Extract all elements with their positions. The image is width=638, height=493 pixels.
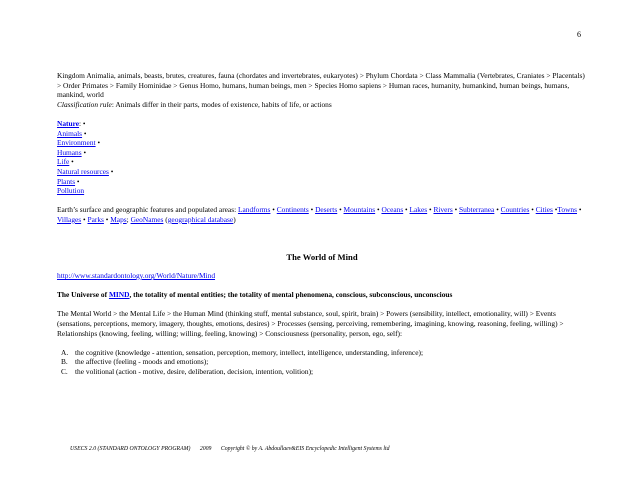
nature-link-animals[interactable]: Animals: [57, 128, 83, 138]
nature-nav-item: [57, 186, 587, 196]
geo-separator: •: [103, 214, 111, 224]
geo-link-countries[interactable]: Countries: [500, 205, 530, 215]
geo-link-villages[interactable]: Villages: [57, 214, 82, 224]
page-number: 6: [577, 30, 581, 39]
geo-separator: •: [270, 205, 277, 215]
list-marker: B.: [61, 357, 68, 367]
footer-program: USECS 2.0 (STANDARD ONTOLOGY PROGRAM): [70, 446, 191, 452]
universe-prefix: The Universe of: [57, 290, 109, 300]
list-marker: A.: [61, 347, 69, 357]
geo-separator: •: [403, 205, 410, 215]
ontology-url-link[interactable]: http://www.standardontology.org/World/Nature/Mind: [57, 271, 216, 281]
nature-nav-separator: •: [75, 176, 80, 186]
nature-nav-item: [57, 148, 587, 158]
section-title: The World of Mind: [286, 251, 358, 262]
nature-nav-separator: •: [82, 128, 87, 138]
geo-link-parks[interactable]: Parks: [87, 214, 104, 224]
geo-separator: •: [427, 205, 434, 215]
nature-nav-item: [57, 157, 587, 167]
list-item: [57, 367, 587, 377]
nature-link-nature[interactable]: Nature: [57, 118, 80, 128]
nature-nav-separator: •: [69, 157, 74, 167]
nature-nav-item: [57, 167, 587, 177]
list-item-text: the volitional (action - motive, desire, deliberation, decision, intention, volition);: [75, 367, 314, 377]
nature-link-pollution[interactable]: Pollution: [57, 186, 85, 196]
classification-text: Kingdom Animalia, animals, beasts, brutes, creatures, fauna (chordates and invertebrates, eukaryotes) > Phylum Chordata > Class Mammalia (Vertebrates, Craniates > Placentals) > Order Primates > Family Hominidae > Genus Homo, humans, human beings, men > Species Homo sapiens > Human races, humanity, humankind, human beings, humans, mankind, world: [57, 71, 585, 100]
geo-link-lakes[interactable]: Lakes: [409, 205, 428, 215]
nature-nav-item: [57, 177, 587, 187]
geo-separator: •: [529, 205, 536, 215]
nature-nav-item: [57, 138, 587, 148]
list-item: [57, 348, 587, 358]
mind-description: The Mental World > the Mental Life > the Human Mind (thinking stuff, mental substance, soul, spirit, brain) > Powers (sensibility, intellect, emotionality, will) > Events (sensations, perceptions, memory, imagery, thoughts, emotions, desires) > Processes (sensing, perceiving, remembering, imagining, knowing, reasoning, feeling, willing) > Relationships (knowing, feeling, willing; willing, feeling, knowing) > Consciousness (personality, person, ego, self):: [57, 309, 564, 338]
list-item-text: the cognitive (knowledge - attention, sensation, perception, memory, intellect, intelligence, understanding, inference);: [75, 347, 423, 357]
geo-link-cities[interactable]: Cities: [535, 205, 553, 215]
universe-of-mind: [57, 290, 587, 300]
universe-rest: , the totality of mental entities; the totality of mental phenomena, conscious, subconscious, unconscious: [129, 290, 453, 300]
geo-separator: •: [81, 214, 88, 224]
classification-rule: [57, 100, 587, 110]
footer: [70, 446, 397, 452]
geo-link-geonames[interactable]: GeoNames: [130, 214, 164, 224]
classification-rule-label: Classification rule: [57, 99, 112, 109]
mind-link[interactable]: MIND: [108, 290, 130, 300]
nature-nav-item: [57, 129, 587, 139]
geo-link-geographical-database[interactable]: geographical database: [167, 214, 234, 224]
geo-link-towns[interactable]: Towns: [557, 205, 577, 215]
geo-separator: ): [233, 214, 236, 224]
nature-link-life[interactable]: Life: [57, 157, 70, 167]
geo-link-oceans[interactable]: Oceans: [381, 205, 404, 215]
classification-rule-text: : Animals differ in their parts, modes of existence, habits of life, or actions: [111, 99, 332, 109]
nature-nav: [57, 119, 587, 196]
geo-link-rivers[interactable]: Rivers: [433, 205, 453, 215]
geo-separator: •: [337, 205, 344, 215]
mind-aspects-list: [57, 348, 587, 377]
geo-link-maps[interactable]: Maps: [110, 214, 127, 224]
nature-nav-item: [57, 119, 587, 129]
nature-nav-separator: •: [95, 138, 101, 148]
footer-year: 2009: [199, 446, 212, 452]
page-content: [57, 71, 587, 377]
nature-link-plants[interactable]: Plants: [57, 176, 76, 186]
geo-separator: (: [163, 214, 168, 224]
list-item-text: the affective (feeling - moods and emotions);: [75, 357, 209, 367]
earth-features: [57, 205, 587, 224]
list-marker: C.: [61, 367, 68, 377]
geo-link-landforms[interactable]: Landforms: [238, 205, 271, 215]
geo-link-deserts[interactable]: Deserts: [315, 205, 338, 215]
earth-intro: Earth’s surface and geographic features and populated areas:: [57, 205, 238, 215]
nature-nav-separator: •: [81, 147, 87, 157]
geo-separator: •: [494, 205, 501, 215]
geo-separator: •: [552, 205, 558, 215]
geo-separator: •: [375, 205, 382, 215]
nature-link-humans[interactable]: Humans: [57, 147, 82, 157]
geo-link-continents[interactable]: Continents: [276, 205, 309, 215]
geo-separator: •: [576, 205, 582, 215]
geo-link-mountains[interactable]: Mountains: [343, 205, 376, 215]
nature-nav-separator: •: [108, 166, 114, 176]
geo-separator: •: [308, 205, 316, 215]
nature-link-natural-resources[interactable]: Natural resources: [57, 166, 109, 176]
list-item: [57, 357, 587, 367]
nature-nav-separator: : •: [79, 118, 86, 128]
geo-link-subterranea[interactable]: Subterranea: [459, 205, 495, 215]
geo-separator: ;: [126, 214, 131, 224]
nature-link-environment[interactable]: Environment: [57, 138, 96, 148]
footer-copyright: Copyright © by A. Abdoullaev&EIS Encyclopedic Intelligent Systems ltd: [220, 446, 390, 452]
geo-separator: •: [452, 205, 460, 215]
